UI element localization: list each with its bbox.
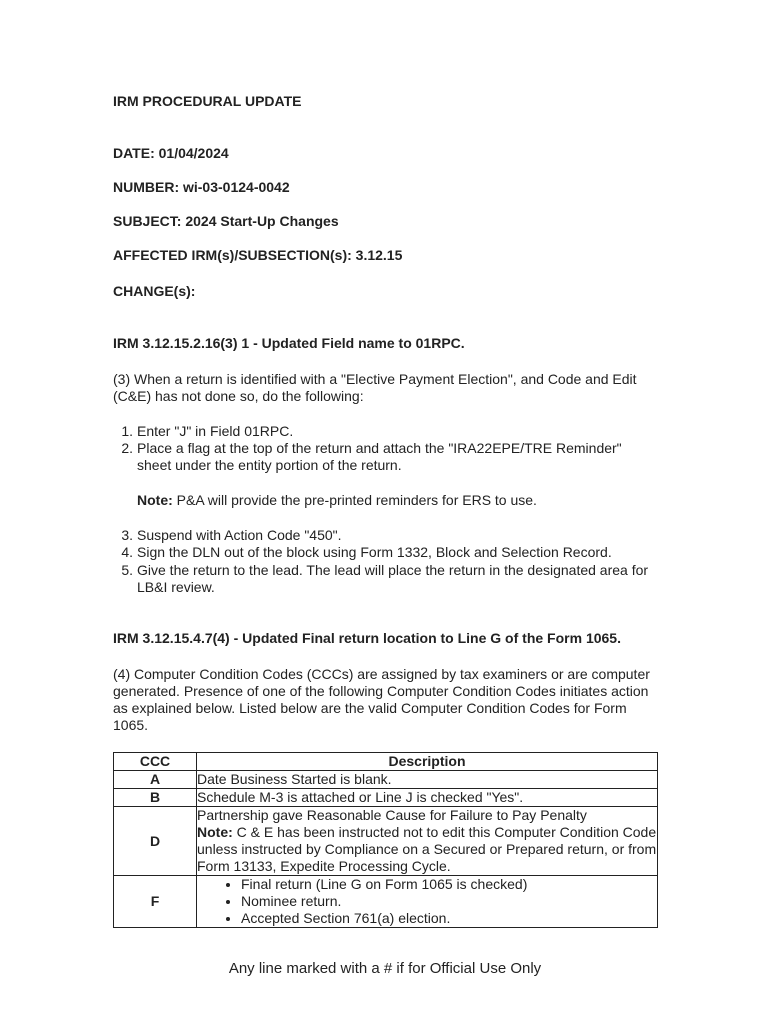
ccc-description (197, 876, 658, 928)
ccc-bullet-list (197, 876, 657, 927)
list-item: 2. Place a flag at the top of the return and attach the "IRA22EPE/TRE Reminder" sheet under the entity portion of the return. (121, 440, 622, 473)
ccc-code: F (114, 876, 197, 928)
list-item: 3. Suspend with Action Code "450". (121, 527, 342, 543)
list-item: • Final return (Line G on Form 1065 is checked) (241, 876, 657, 893)
section1-heading: IRM 3.12.15.2.16(3) 1 - Updated Field name to 01RPC. (113, 335, 465, 351)
ccc-code: D (114, 807, 197, 876)
ccc-note: Note: C & E has been instructed not to edit this Computer Condition Code unless instructed by Compliance on a Secured or Prepared return, or from Form 13133, Expedite Processing Cycle. (197, 824, 657, 874)
ccc-code: B (114, 789, 197, 807)
list-item: 4. Sign the DLN out of the block using Form 1332, Block and Selection Record. (121, 544, 612, 560)
ccc-description: Date Business Started is blank. (197, 771, 658, 789)
doc-affected: AFFECTED IRM(s)/SUBSECTION(s): 3.12.15 (113, 247, 403, 263)
section1-intro: (3) When a return is identified with a "Elective Payment Election", and Code and Edit (C&E) has not done so, do the following: (113, 371, 637, 404)
ccc-description: Schedule M-3 is attached or Line J is checked "Yes". (197, 789, 658, 807)
ccc-code: A (114, 771, 197, 789)
list-item: • Accepted Section 761(a) election. (241, 910, 657, 927)
doc-title: IRM PROCEDURAL UPDATE (113, 93, 302, 109)
doc-date: DATE: 01/04/2024 (113, 145, 229, 161)
table-row (114, 807, 658, 876)
doc-number: NUMBER: wi-03-0124-0042 (113, 179, 290, 195)
doc-changes: CHANGE(s): (113, 283, 196, 299)
ccc-description: Partnership gave Reasonable Cause for Failure to Pay Penalty Note: C & E has been instructed not to edit this Computer Condition Code unless instructed by Compliance on a Secured or Prepared return, or from Form 13133, Expedite Processing Cycle. (197, 807, 657, 874)
table-row (114, 876, 658, 928)
table-row (114, 789, 658, 807)
list-item: • Nominee return. (241, 893, 657, 910)
step-note: Note: P&A will provide the pre-printed reminders for ERS to use. (137, 492, 537, 508)
section2-intro: (4) Computer Condition Codes (CCCs) are assigned by tax examiners or are computer generated. Presence of one of the following Computer Condition Codes initiates action as explained below. Listed below are the valid Computer Condition Codes for Form 1065. (113, 666, 650, 733)
section2-heading: IRM 3.12.15.4.7(4) - Updated Final return location to Line G of the Form 1065. (113, 630, 621, 646)
table-row (114, 771, 658, 789)
list-item: 1. Enter "J" in Field 01RPC. (121, 423, 294, 439)
table-header-row (114, 753, 658, 771)
column-header-description: Description (197, 753, 658, 771)
column-header-ccc: CCC (114, 753, 197, 771)
footer-note: Any line marked with a # if for Official Use Only (228, 960, 542, 977)
doc-subject: SUBJECT: 2024 Start-Up Changes (113, 213, 339, 229)
ccc-table (113, 752, 658, 928)
list-item: 5. Give the return to the lead. The lead will place the return in the designated area for LB&I review. (121, 562, 649, 595)
